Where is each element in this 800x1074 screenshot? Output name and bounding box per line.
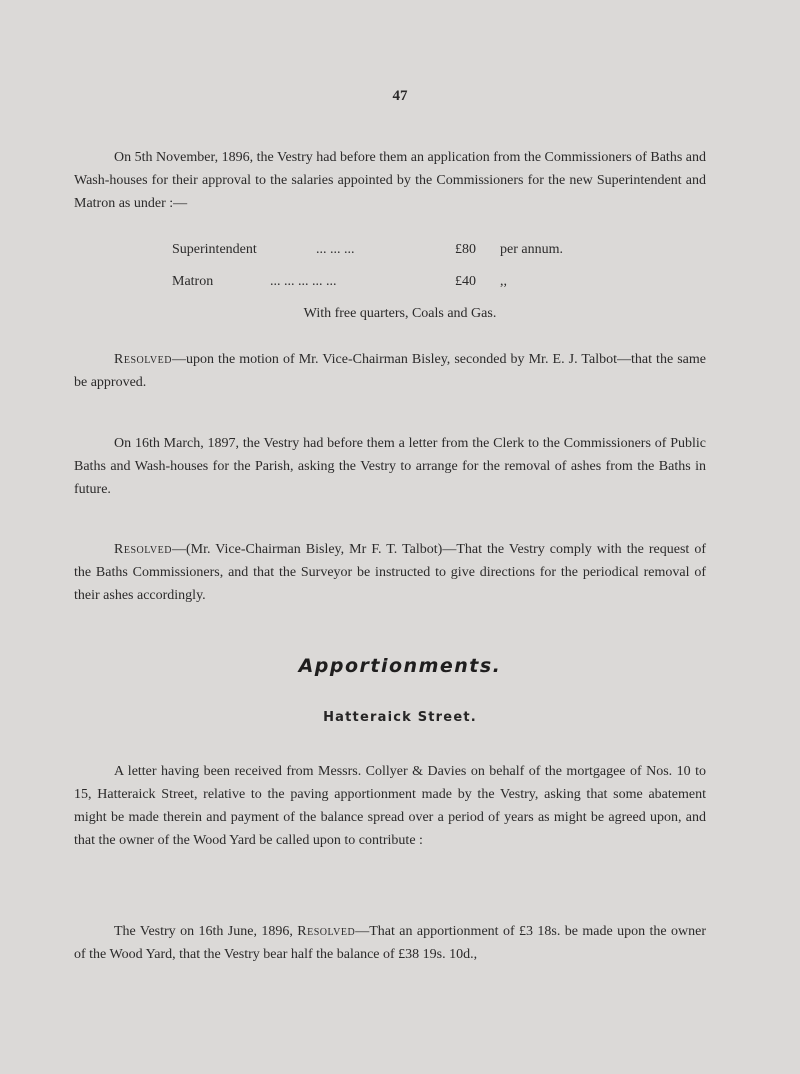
resolved-label: Resolved [114,352,172,367]
section-heading: Apportionments. [298,655,502,677]
paragraph-hatteraick-letter: A letter having been received from Messrs. Collyer & Davies on behalf of the mortgagee of Nos. 10 to 15, Hatteraick Street, relative to the paving apportionment made by the Vestry, asking that some abatement might be made therein and payment of the balance spread over a period of years as might be agreed upon, and that the owner of the Wood Yard be called upon to contribute : [74,764,706,848]
resolution-intro: The Vestry on 16th June, 1896, [114,924,298,939]
resolution-text: —(Mr. Vice-Chairman Bisley, Mr F. T. Talbot)—That the Vestry comply with the request of the Baths Commissioners, and that the Surveyor be instructed to give directions for the periodical removal of their ashes accordingly. [74,542,706,603]
salary-title: Matron [172,274,214,289]
paragraph-hatteraick-resolution [74,920,706,966]
salary-amount: £40 [455,274,476,289]
paragraph-baths-salaries: On 5th November, 1896, the Vestry had before them an application from the Commissioners of Baths and Wash-houses for their approval to the salaries appointed by the Commissioners for the new Superintendent and Matron as under :— [74,150,706,211]
salary-note: With free quarters, Coals and Gas. [303,306,497,321]
resolution-text: —That an apportionment of £3 18s. be made upon the owner of the Wood Yard, that the Vestry bear half the balance of £38 19s. 10d., [74,924,706,962]
salary-title: Superintendent [172,242,257,257]
paragraph-resolution-approval [74,348,706,394]
salary-unit: ,, [500,274,507,289]
paragraph-ashes-letter: On 16th March, 1897, the Vestry had before them a letter from the Clerk to the Commissioners of Public Baths and Wash-houses for the Parish, asking the Vestry to arrange for the removal of ashes from the Baths in future. [74,436,706,497]
section-subheading: Hatteraick Street. [323,710,477,725]
leader-dots: ... ... ... ... ... [270,274,337,289]
resolution-text: —upon the motion of Mr. Vice-Chairman Bisley, seconded by Mr. E. J. Talbot—that the same be approved. [74,352,706,390]
salary-unit: per annum. [500,242,563,257]
resolved-label: Resolved [297,924,356,939]
paragraph-resolution-ashes [74,538,706,607]
salary-row-superintendent [172,242,257,258]
salary-amount: £80 [455,242,476,257]
resolved-label: Resolved [114,542,172,557]
leader-dots: ... ... ... [316,242,355,257]
salary-row-matron [172,274,213,290]
page-number: 47 [392,88,408,104]
